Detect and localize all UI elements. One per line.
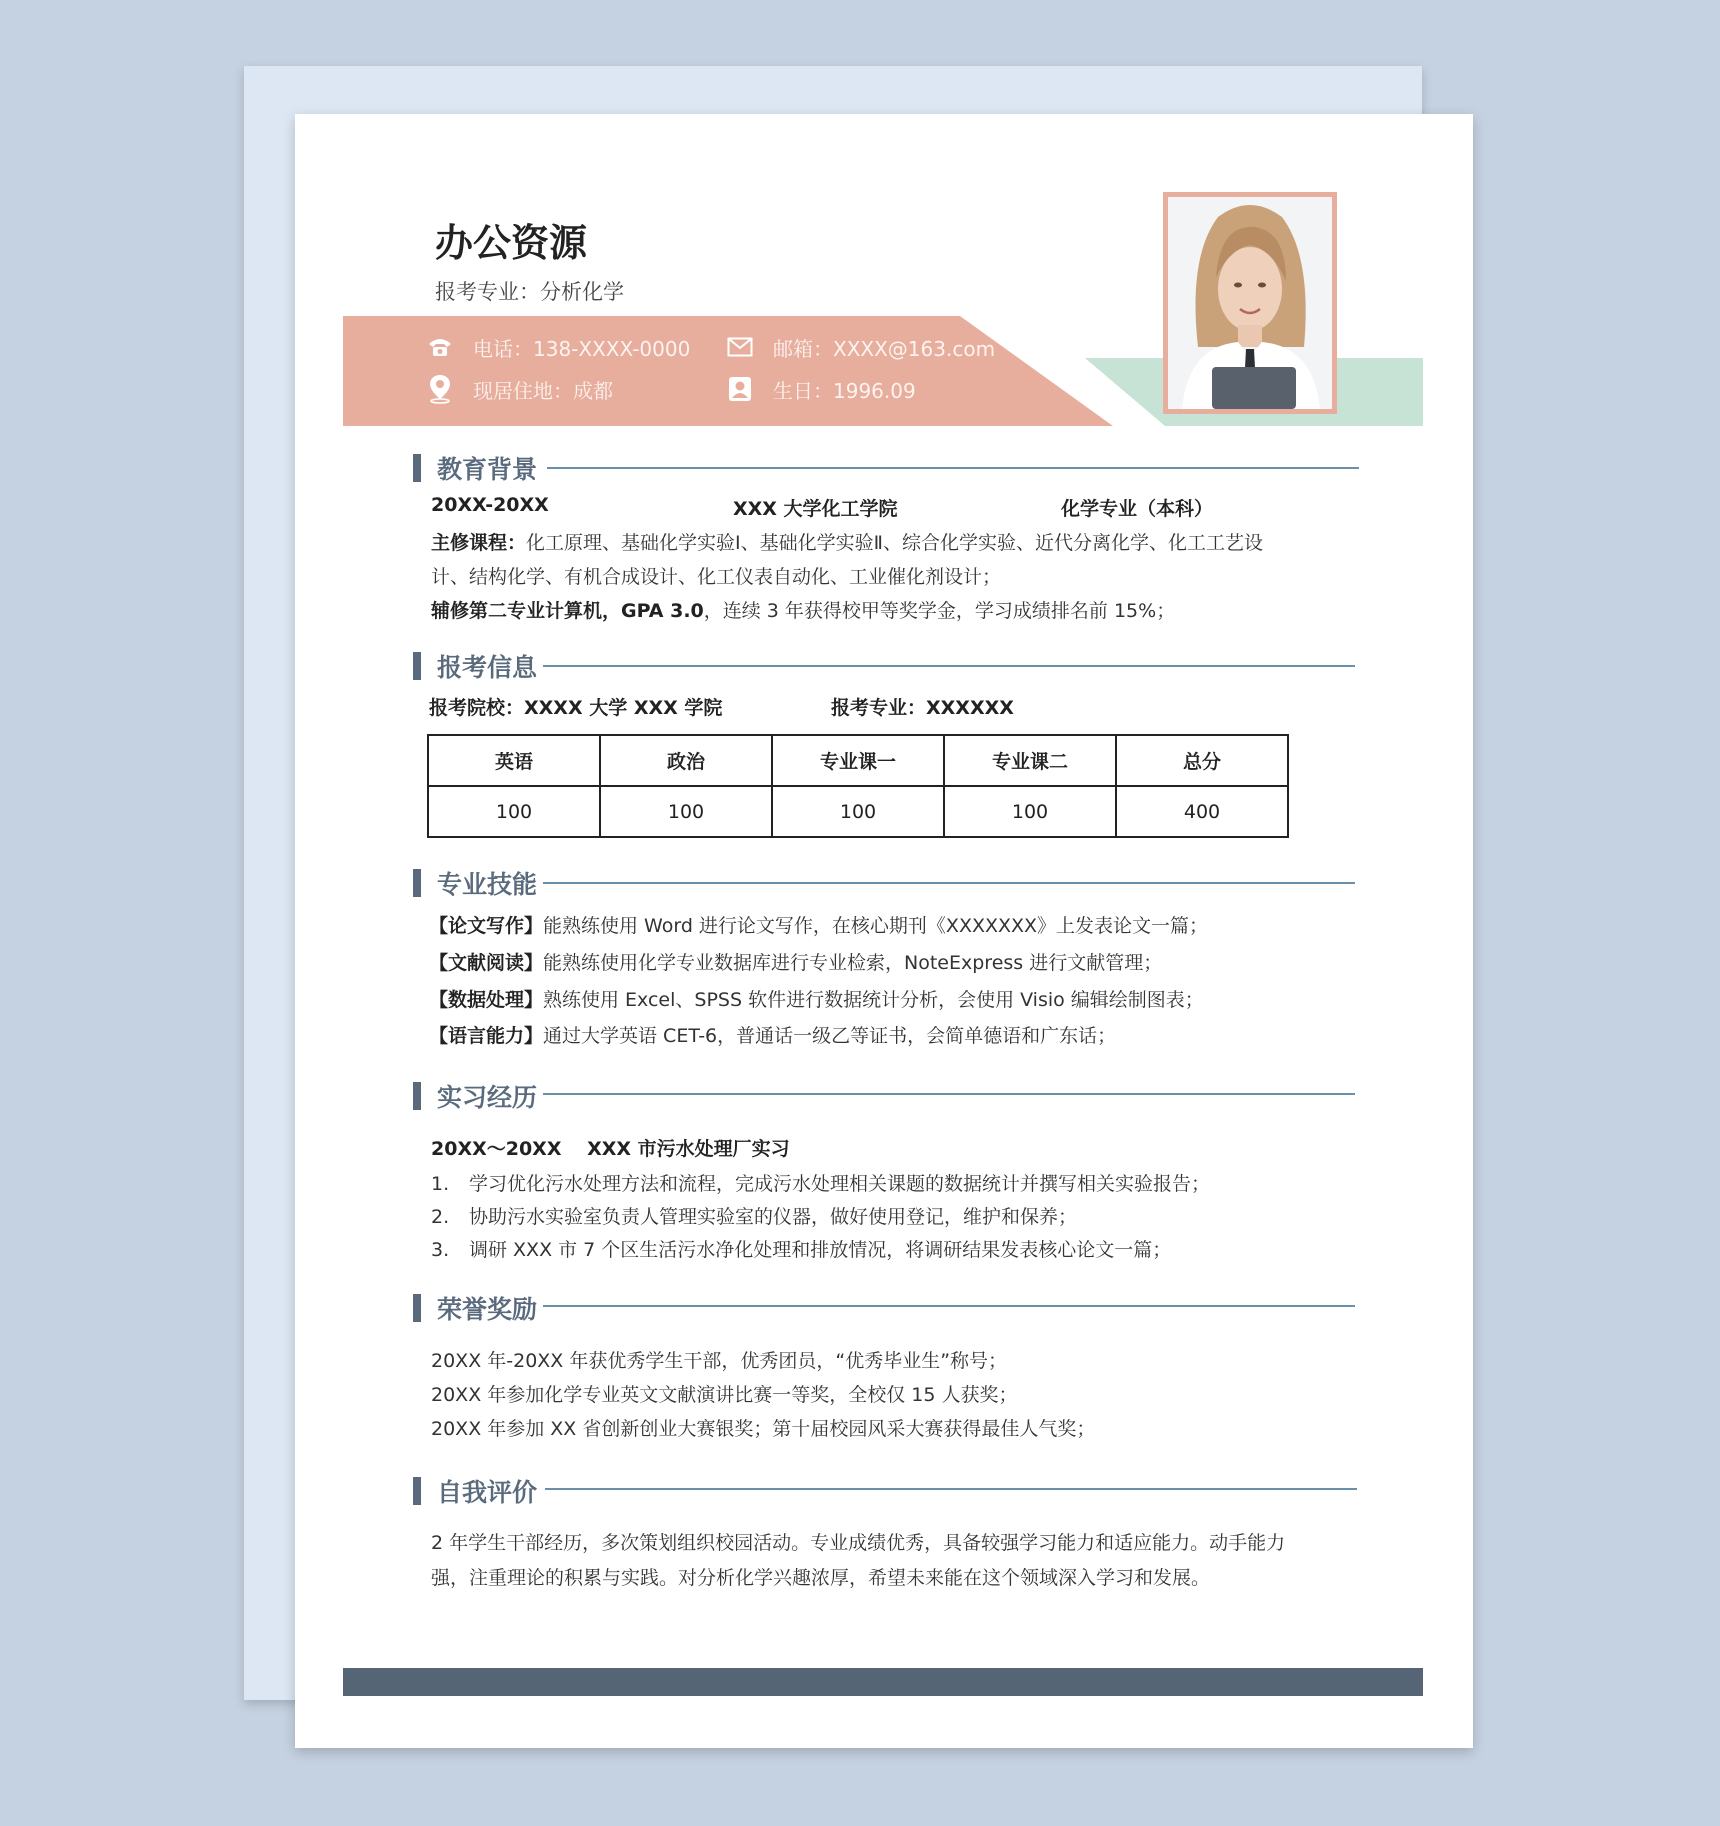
self-eval-text-cont: 强，注重理论的积累与实践。对分析化学兴趣浓厚，希望未来能在这个领域深入学习和发展。 <box>431 1567 1211 1589</box>
internship-item: 1. 学习优化污水处理方法和流程，完成污水处理相关课题的数据统计并撰写相关实验报告； <box>431 1173 1211 1195</box>
score-header-cell: 英语 <box>428 735 600 786</box>
education-courses: 主修课程：化工原理、基础化学实验Ⅰ、基础化学实验Ⅱ、综合化学实验、近代分离化学、化工工艺设 <box>431 532 1263 554</box>
honor-item: 20XX 年参加化学专业英文文献演讲比赛一等奖，全校仅 15 人获奖； <box>431 1384 1018 1406</box>
score-value-cell: 100 <box>600 786 772 837</box>
education-period: 20XX-20XX <box>431 494 549 516</box>
score-table <box>427 734 1289 838</box>
internship-item: 3. 调研 XXX 市 7 个区生活污水净化处理和排放情况，将调研结果发表核心论文一篇； <box>431 1239 1172 1261</box>
internship-heading: 20XX～20XX XXX 市污水处理厂实习 <box>431 1138 790 1160</box>
exam-school: 报考院校：XXXX 大学 XXX 学院 <box>429 697 723 719</box>
mail-icon <box>725 332 755 362</box>
score-header-cell: 专业课二 <box>944 735 1116 786</box>
section-exam-title: 报考信息 <box>413 651 537 681</box>
score-header-cell: 专业课一 <box>772 735 944 786</box>
section-divider <box>543 1093 1355 1095</box>
honor-item: 20XX 年参加 XX 省创新创业大赛银奖；第十届校园风采大赛获得最佳人气奖； <box>431 1418 1096 1440</box>
applied-major: 报考专业：分析化学 <box>435 280 624 304</box>
birthday-text: 生日：1996.09 <box>773 378 916 403</box>
score-header-cell: 政治 <box>600 735 772 786</box>
section-divider <box>543 1305 1355 1307</box>
score-header-cell: 总分 <box>1116 735 1288 786</box>
education-minor: 辅修第二专业计算机，GPA 3.0，连续 3 年获得校甲等奖学金，学习成绩排名前 15%； <box>431 600 1176 622</box>
honor-item: 20XX 年-20XX 年获优秀学生干部，优秀团员，“优秀毕业生”称号； <box>431 1350 1008 1372</box>
person-card-icon <box>725 374 755 404</box>
exam-major: 报考专业：XXXXXX <box>831 697 1014 719</box>
email-text: 邮箱：XXXX@163.com <box>773 336 996 361</box>
section-education-title: 教育背景 <box>413 453 537 483</box>
skill-item: 【数据处理】熟练使用 Excel、SPSS 软件进行数据统计分析，会使用 Visio 编辑绘制图表； <box>429 989 1204 1011</box>
section-divider <box>545 1488 1357 1490</box>
profile-photo <box>1168 197 1332 409</box>
internship-item: 2. 协助污水实验室负责人管理实验室的仪器，做好使用登记，维护和保养； <box>431 1206 1078 1228</box>
section-divider <box>547 467 1359 469</box>
address-text: 现居住地：成都 <box>473 378 613 403</box>
footer-bar <box>343 1668 1423 1696</box>
phone-text: 电话：138-XXXX-0000 <box>473 336 691 361</box>
education-school: XXX 大学化工学院 <box>733 498 898 520</box>
education-degree: 化学专业（本科） <box>1061 498 1214 520</box>
section-divider <box>543 882 1355 884</box>
resume-page <box>295 114 1473 1748</box>
contact-email <box>725 332 995 362</box>
score-value-cell: 400 <box>1116 786 1288 837</box>
education-courses-cont: 计、结构化学、有机合成设计、化工仪表自动化、工业催化剂设计； <box>431 566 1002 588</box>
skill-item: 【文献阅读】能熟练使用化学专业数据库进行专业检索，NoteExpress 进行文献管理； <box>429 952 1163 974</box>
section-honors-title: 荣誉奖励 <box>413 1293 537 1323</box>
score-table-header-row <box>428 735 1288 786</box>
skill-item: 【语言能力】通过大学英语 CET-6，普通话一级乙等证书，会简单德语和广东话； <box>429 1025 1117 1047</box>
self-eval-text: 2 年学生干部经历，多次策划组织校园活动。专业成绩优秀，具备较强学习能力和适应能力。动手能力 <box>431 1532 1286 1554</box>
score-value-cell: 100 <box>428 786 600 837</box>
skill-item: 【论文写作】能熟练使用 Word 进行论文写作，在核心期刊《XXXXXXX》上发表论文一篇； <box>429 915 1209 937</box>
score-value-cell: 100 <box>772 786 944 837</box>
location-pin-icon <box>425 374 455 404</box>
candidate-name: 办公资源 <box>435 220 588 265</box>
score-value-cell: 100 <box>944 786 1116 837</box>
score-table-value-row <box>428 786 1288 837</box>
contact-birthday <box>725 374 916 404</box>
section-divider <box>543 665 1355 667</box>
phone-icon <box>425 332 455 362</box>
profile-photo-frame <box>1163 192 1337 414</box>
section-skills-title: 专业技能 <box>413 868 537 898</box>
contact-phone <box>425 332 690 362</box>
contact-address <box>425 374 613 404</box>
section-internship-title: 实习经历 <box>413 1081 537 1111</box>
section-self-eval-title: 自我评价 <box>413 1476 537 1506</box>
